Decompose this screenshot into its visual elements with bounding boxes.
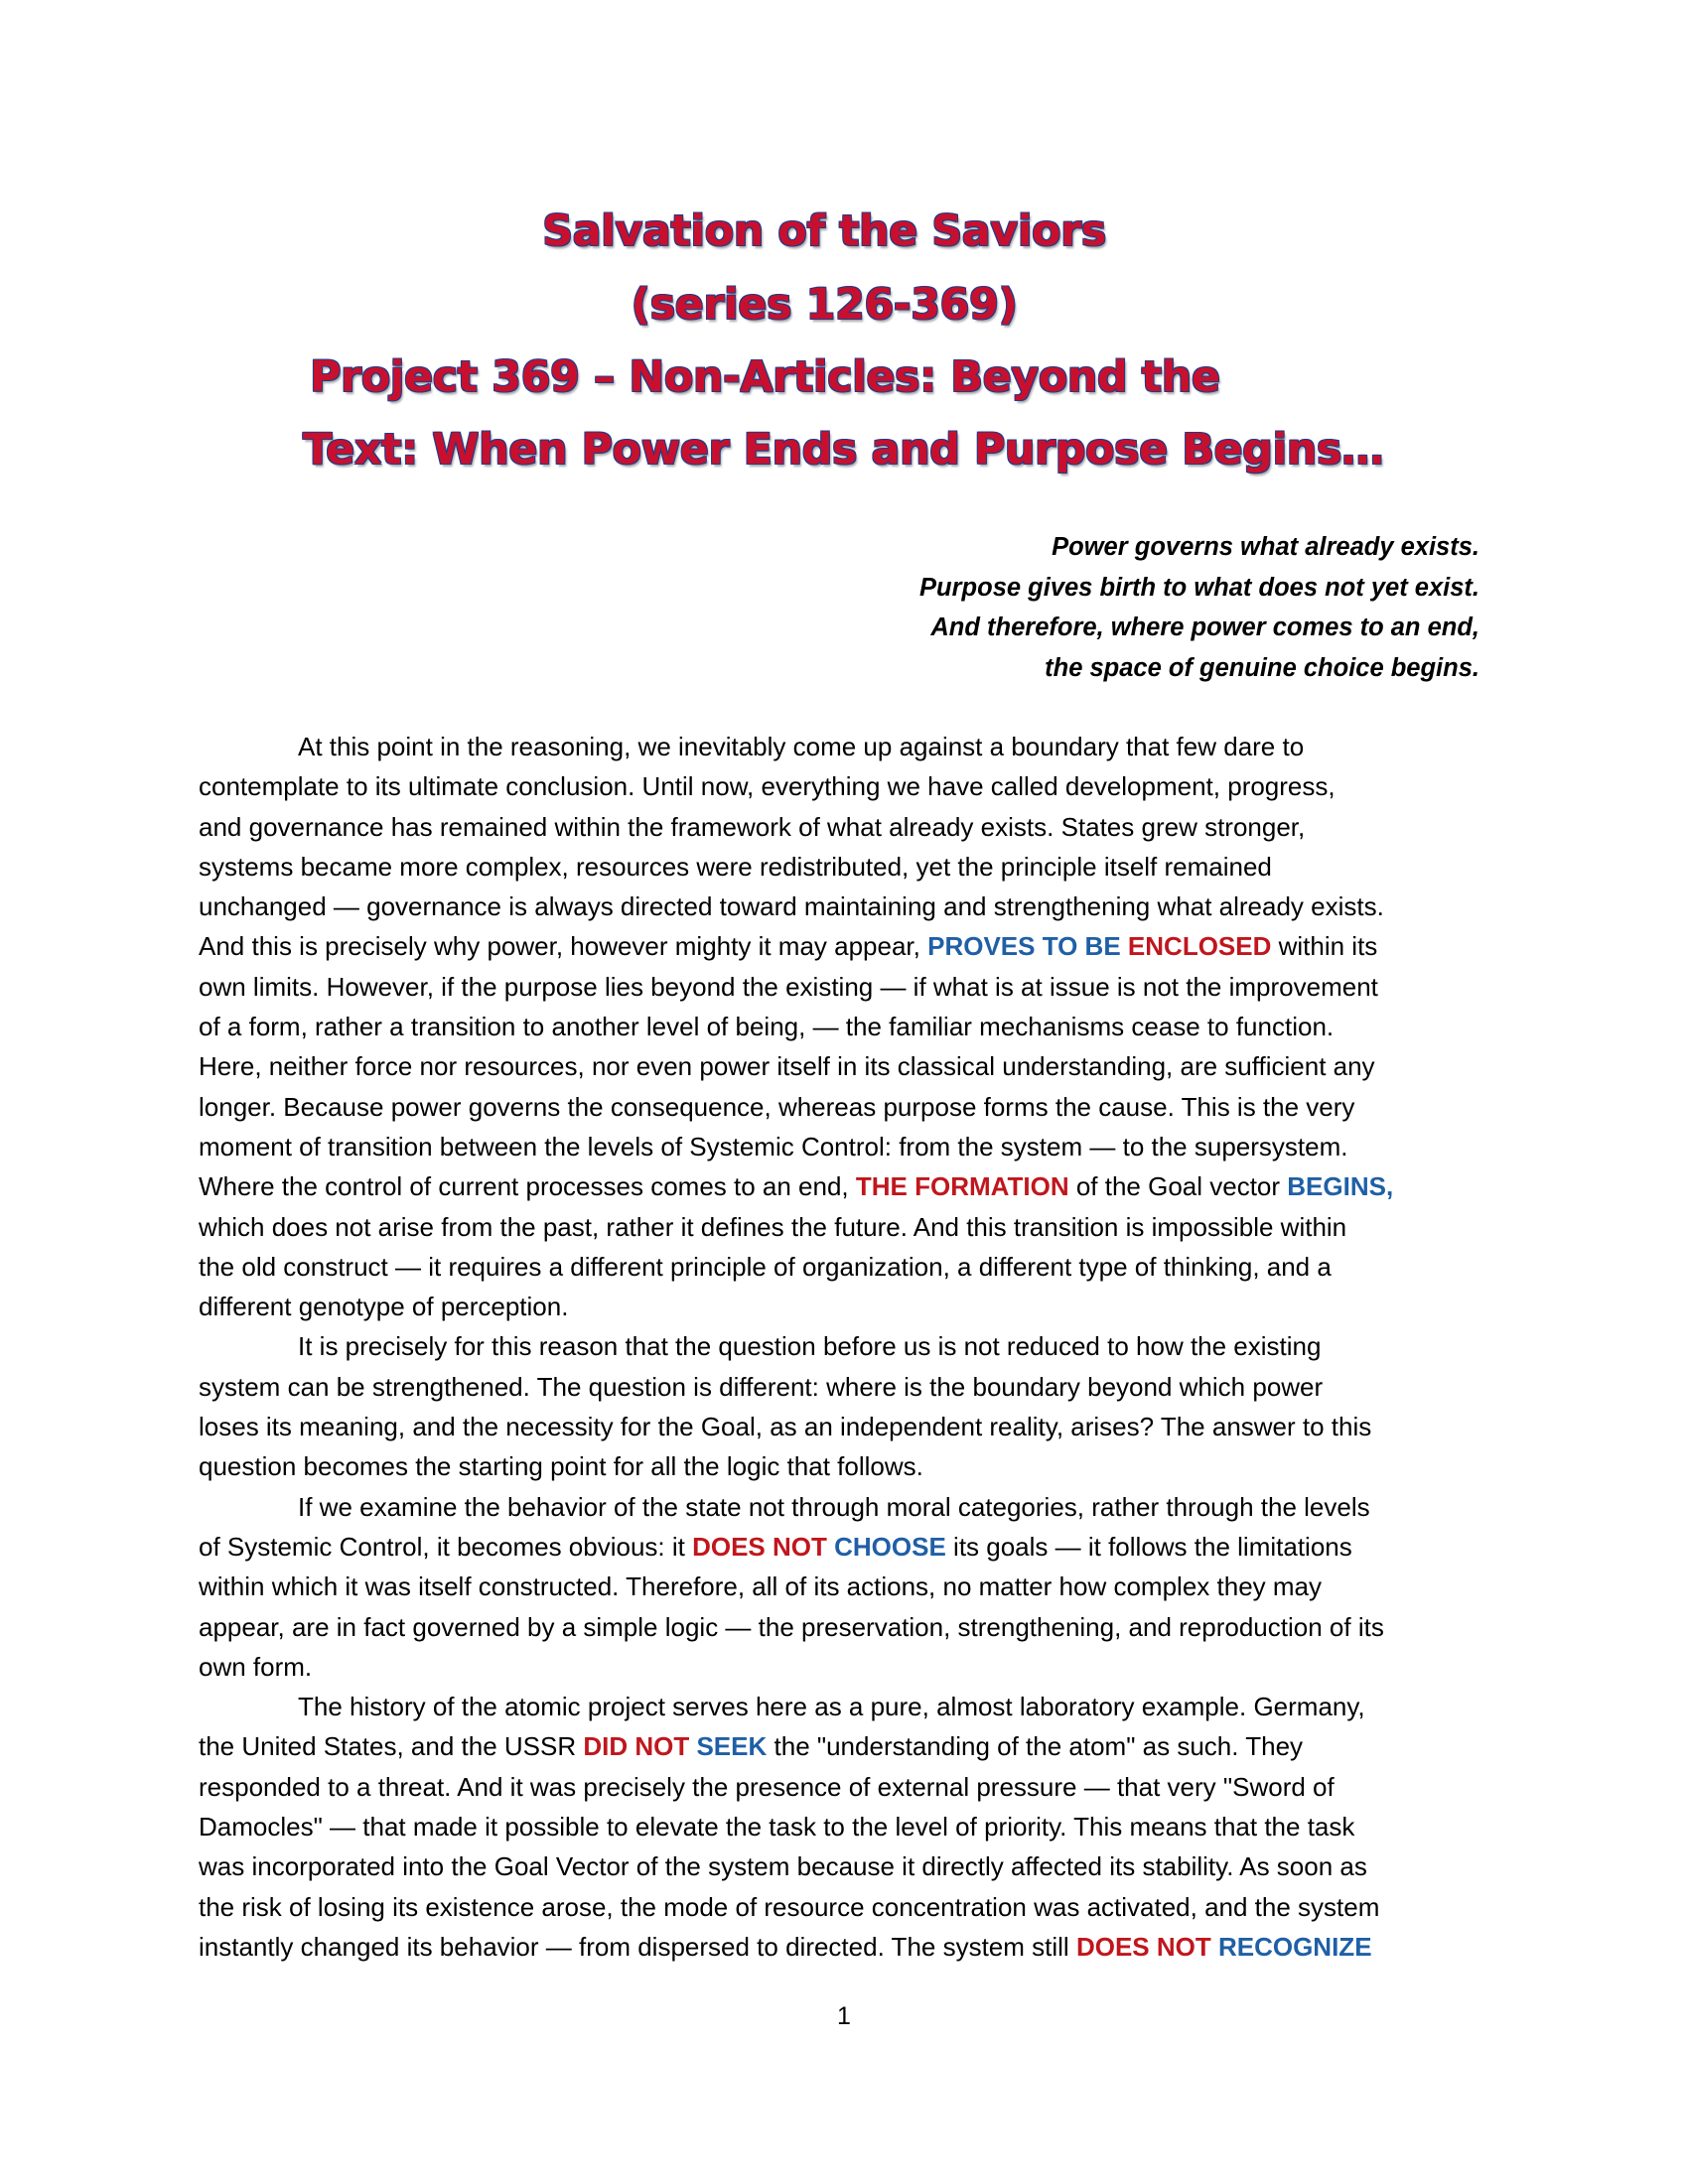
text-segment: own limits. However, if the purpose lies beyond the existing — if what is at issue is not the improvement <box>199 971 1378 1002</box>
text-segment: which does not arise from the past, rather it defines the future. And this transition is impossible within <box>199 1211 1347 1242</box>
body-line <box>199 1927 1489 1967</box>
text-segment: longer. Because power governs the consequence, whereas purpose forms the cause. This is the very <box>199 1091 1355 1122</box>
body-line <box>199 1007 1489 1046</box>
body-text <box>199 727 1489 1967</box>
text-segment: of Systemic Control, it becomes obvious: it <box>199 1531 693 1562</box>
body-line <box>199 967 1489 1007</box>
highlight-text: THE FORMATION <box>855 1171 1069 1202</box>
body-line <box>199 1407 1489 1446</box>
body-line <box>199 1887 1489 1927</box>
epigraph-line: And therefore, where power comes to an end, <box>930 614 1479 641</box>
title-line-1: Salvation of the Saviors <box>542 206 1106 256</box>
epigraph <box>919 527 1479 688</box>
body-line <box>199 887 1489 926</box>
body-line <box>199 1446 1489 1486</box>
text-segment: responded to a threat. And it was precisely the presence of external pressure — that very "Sword of <box>199 1771 1335 1802</box>
body-line <box>199 926 1489 966</box>
body-line <box>199 1607 1489 1647</box>
text-segment: the old construct — it requires a different principle of organization, a different type of thinking, and a <box>199 1251 1332 1282</box>
text-segment: Here, neither force nor resources, nor even power itself in its classical understanding, are sufficient any <box>199 1051 1375 1082</box>
text-segment: moment of transition between the levels of Systemic Control: from the system — to the supersystem. <box>199 1131 1348 1161</box>
text-segment: different genotype of perception. <box>199 1292 569 1322</box>
highlight-text: CHOOSE <box>834 1531 946 1562</box>
title-line-4: Text: When Power Ends and Purpose Begins… <box>303 425 1384 475</box>
body-line <box>199 1207 1489 1247</box>
body-line <box>199 1487 1489 1527</box>
highlight-text: RECOGNIZE <box>1217 1931 1372 1962</box>
text-segment: its goals — it follows the limitations <box>945 1531 1352 1562</box>
body-line <box>199 1247 1489 1287</box>
text-segment: If we examine the behavior of the state not through moral categories, rather through the levels <box>298 1491 1370 1522</box>
highlight-text: ENCLOSED <box>1127 931 1272 962</box>
body-line <box>199 1807 1489 1846</box>
text-segment: system can be strengthened. The question is different: where is the boundary beyond which power <box>199 1371 1324 1402</box>
body-line <box>199 1127 1489 1166</box>
body-line <box>199 1647 1489 1687</box>
text-segment: Damocles" — that made it possible to elevate the task to the level of priority. This means that the task <box>199 1812 1355 1843</box>
highlight-text: DOES NOT <box>1075 1931 1211 1962</box>
text-segment <box>1121 931 1128 961</box>
epigraph-line: Purpose gives birth to what does not yet exist. <box>919 573 1479 602</box>
highlight-text: SEEK <box>696 1731 768 1762</box>
text-segment: instantly changed its behavior — from dispersed to directed. The system still <box>199 1931 1076 1962</box>
body-line <box>199 1166 1489 1206</box>
text-segment: It is precisely for this reason that the question before us is not reduced to how the existing <box>298 1331 1322 1362</box>
title-line-3: Project 369 – Non-Articles: Beyond the <box>310 352 1220 402</box>
text-segment: question becomes the starting point for all the logic that follows. <box>199 1451 923 1482</box>
text-segment: And this is precisely why power, however mighty it may appear, <box>199 931 928 962</box>
body-line <box>199 1527 1489 1567</box>
body-line <box>199 1846 1489 1886</box>
text-segment: the risk of losing its existence arose, the mode of resource concentration was activated, and the system <box>199 1891 1380 1922</box>
text-segment: own form. <box>199 1651 313 1682</box>
highlight-text: PROVES TO BE <box>927 931 1121 962</box>
title-line-2: (series 126-369) <box>631 280 1018 330</box>
body-line <box>199 1687 1489 1726</box>
body-line <box>199 1726 1489 1766</box>
text-segment: systems became more complex, resources were redistributed, yet the principle itself remained <box>199 851 1272 882</box>
text-segment <box>1211 1932 1218 1962</box>
text-segment: within which it was itself constructed. Therefore, all of its actions, no matter how complex they may <box>199 1571 1322 1602</box>
text-segment: of a form, rather a transition to another level of being, — the familiar mechanisms cease to function. <box>199 1012 1335 1042</box>
text-segment: was incorporated into the Goal Vector of the system because it directly affected its stability. As soon as <box>199 1851 1367 1882</box>
text-segment: At this point in the reasoning, we inevitably come up against a boundary that few dare to <box>298 732 1305 761</box>
epigraph-line: the space of genuine choice begins. <box>1045 653 1479 682</box>
page-number: 1 <box>837 2002 851 2030</box>
body-line <box>199 1367 1489 1407</box>
text-segment: appear, are in fact governed by a simple logic — the preservation, strengthening, and reproduction of its <box>199 1611 1384 1642</box>
epigraph-line: Power governs what already exists. <box>1052 533 1479 561</box>
highlight-text: BEGINS, <box>1287 1171 1394 1202</box>
body-line <box>199 1087 1489 1127</box>
body-line <box>199 1046 1489 1086</box>
body-line <box>199 1767 1489 1807</box>
text-segment: loses its meaning, and the necessity for the Goal, as an independent reality, arises? The answer to this <box>199 1412 1372 1442</box>
body-line <box>199 1326 1489 1366</box>
body-line <box>199 847 1489 887</box>
body-line <box>199 807 1489 847</box>
body-line <box>199 766 1489 806</box>
text-segment: and governance has remained within the framework of what already exists. States grew stronger, <box>199 811 1306 842</box>
text-segment: unchanged — governance is always directed toward maintaining and strengthening what already exists. <box>199 891 1384 922</box>
text-segment: the United States, and the USSR <box>199 1731 584 1762</box>
body-line <box>199 1287 1489 1326</box>
text-segment: of the Goal vector <box>1068 1171 1288 1202</box>
text-segment: The history of the atomic project serves here as a pure, almost laboratory example. Germany, <box>298 1692 1365 1722</box>
highlight-text: DID NOT <box>583 1731 690 1762</box>
text-segment: contemplate to its ultimate conclusion. Until now, everything we have called development, progress, <box>199 771 1336 802</box>
body-line <box>199 727 1489 766</box>
text-segment: within its <box>1271 931 1378 962</box>
highlight-text: DOES NOT <box>692 1531 827 1562</box>
text-segment: the "understanding of the atom" as such. They <box>767 1731 1304 1762</box>
text-segment: Where the control of current processes comes to an end, <box>199 1171 856 1202</box>
body-line <box>199 1567 1489 1606</box>
